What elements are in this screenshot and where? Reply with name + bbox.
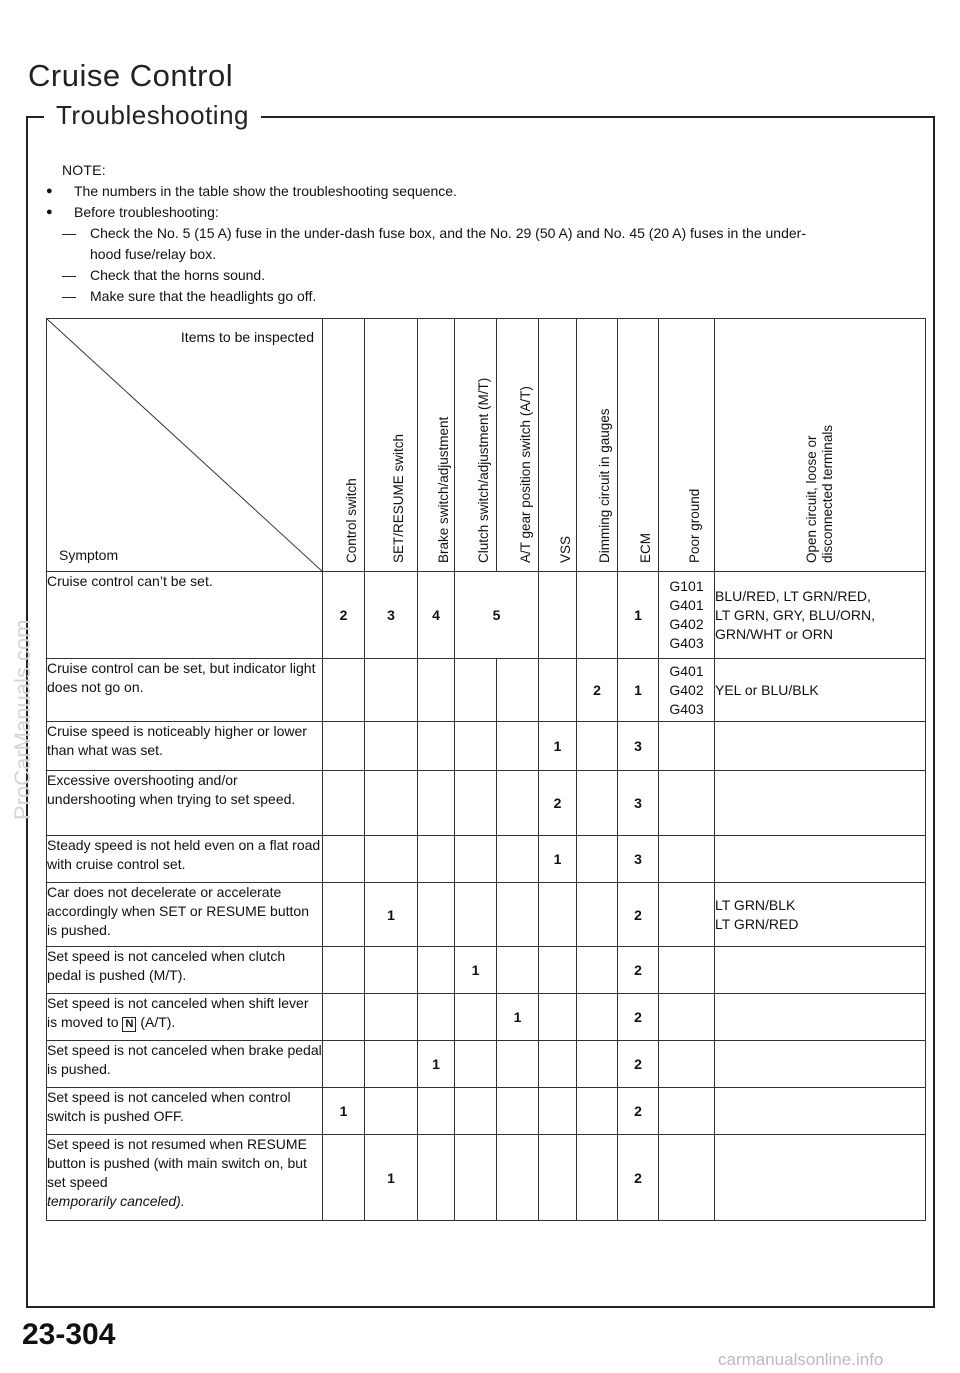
symptom-text: (A/T). [140, 1014, 176, 1030]
table-row [47, 994, 926, 1041]
cell: 4 [418, 572, 455, 659]
cell [365, 659, 418, 722]
cell [365, 1041, 418, 1088]
ground-cell [659, 1088, 715, 1135]
table-row [47, 947, 926, 994]
table-row [47, 1088, 926, 1135]
col-control-switch [323, 319, 365, 572]
cell [577, 883, 618, 947]
col-label: Control switch [343, 478, 359, 563]
watermark: ProCarManuals.com [10, 619, 35, 820]
section-title: Troubleshooting [44, 100, 261, 131]
cell: 1 [365, 883, 418, 947]
ground-item: G101 [669, 578, 704, 594]
symptom-text-italic: temporarily canceled). [47, 1193, 185, 1209]
cell: 1 [455, 947, 497, 994]
table-row [47, 722, 926, 771]
wire-item: LT GRN, GRY, BLU/ORN, [715, 606, 876, 623]
open-circuit-cell [715, 947, 926, 994]
note-dash-horns-text: Check that the horns sound. [90, 267, 266, 283]
cell [418, 883, 455, 947]
cell [323, 947, 365, 994]
cell [497, 1041, 539, 1088]
cell: 1 [618, 572, 659, 659]
cell: 2 [577, 659, 618, 722]
symptom-cell [47, 1135, 323, 1221]
items-label: Items to be inspected [180, 329, 314, 345]
open-circuit-cell [715, 1041, 926, 1088]
cell [577, 572, 618, 659]
col-dimming-circuit [577, 319, 618, 572]
cell [497, 1135, 539, 1221]
cell [577, 836, 618, 883]
cell [539, 994, 577, 1041]
open-circuit-cell: YEL or BLU/BLK [715, 659, 926, 722]
cell [497, 836, 539, 883]
col-label: Dimming circuit in gauges [597, 408, 612, 563]
col-label: Clutch switch/adjustment (M/T) [475, 377, 491, 563]
troubleshooting-table [46, 318, 926, 1221]
ground-item: G403 [669, 635, 704, 651]
cell: 1 [418, 1041, 455, 1088]
table-row [47, 1041, 926, 1088]
cell [497, 659, 539, 722]
cell [365, 1088, 418, 1135]
symptom-cell: Set speed is not canceled when control switch is pushed OFF. [47, 1088, 323, 1135]
open-circuit-cell [715, 572, 926, 659]
wire-item: LT GRN/RED [715, 915, 799, 932]
ground-cell [659, 1135, 715, 1221]
symptom-cell: Cruise speed is noticeably higher or lower than what was set. [47, 722, 323, 771]
col-ecm [618, 319, 659, 572]
ground-cell [659, 947, 715, 994]
cell [455, 883, 497, 947]
cell: 2 [618, 1135, 659, 1221]
note-bullet-before: ● Before troubleshooting: [62, 202, 922, 223]
symptom-cell: Set speed is not canceled when brake pedal is pushed. [47, 1041, 323, 1088]
symptom-cell [47, 994, 323, 1041]
symptom-cell: Excessive overshooting and/or undershooting when trying to set speed. [47, 771, 323, 836]
col-label: ECM [638, 533, 653, 563]
open-circuit-cell [715, 1135, 926, 1221]
cell [539, 947, 577, 994]
cell [497, 771, 539, 836]
neutral-position-badge: N [122, 1017, 136, 1032]
cell [418, 771, 455, 836]
note-dash-fuses: — Check the No. 5 (15 A) fuse in the under-dash fuse box, and the No. 29 (50 A) and No. 45 (20 A) fuses in the under- hood fuse/relay box. [62, 225, 806, 262]
col-brake-switch [418, 319, 455, 572]
cell [418, 994, 455, 1041]
note-dash-headlights: — Make sure that the headlights go off. [62, 288, 317, 304]
table-row [47, 836, 926, 883]
cell [577, 1088, 618, 1135]
cell: 1 [539, 722, 577, 771]
cell: 3 [365, 572, 418, 659]
symptom-cell: Set speed is not canceled when clutch pedal is pushed (M/T). [47, 947, 323, 994]
cell [418, 947, 455, 994]
col-label: VSS [557, 535, 573, 563]
table-row [47, 659, 926, 722]
page-title: Cruise Control [28, 58, 234, 93]
cell [577, 771, 618, 836]
cell [418, 1135, 455, 1221]
cell [323, 722, 365, 771]
cell [323, 883, 365, 947]
cell [455, 659, 497, 722]
wire-item: LT GRN/BLK [715, 896, 796, 913]
wire-item: GRN/WHT or ORN [715, 625, 833, 642]
note-bullet-sequence: ● The numbers in the table show the troubleshooting sequence. [62, 181, 922, 202]
col-clutch-switch [455, 319, 497, 572]
cell [497, 1088, 539, 1135]
open-circuit-cell [715, 836, 926, 883]
ground-cell [659, 883, 715, 947]
ground-cell [659, 1041, 715, 1088]
cell [539, 1135, 577, 1221]
ground-item: G401 [669, 597, 704, 613]
cell [418, 722, 455, 771]
cell [455, 1041, 497, 1088]
footer-source: carmanualsonline.info [718, 1350, 884, 1369]
col-label: Poor ground [686, 488, 702, 563]
cell [455, 994, 497, 1041]
col-set-resume-switch [365, 319, 418, 572]
ground-item: G403 [669, 700, 704, 717]
cell [577, 994, 618, 1041]
cell: 1 [618, 659, 659, 722]
table-row [47, 883, 926, 947]
cell [365, 947, 418, 994]
cell [497, 722, 539, 771]
cell [365, 722, 418, 771]
cell [497, 883, 539, 947]
cell [323, 771, 365, 836]
cell [455, 722, 497, 771]
note-block [62, 160, 922, 307]
cell: 2 [618, 994, 659, 1041]
cell: 3 [618, 722, 659, 771]
cell [539, 1088, 577, 1135]
cell [577, 947, 618, 994]
col-open-circuit [715, 319, 926, 572]
cell [365, 994, 418, 1041]
cell: 1 [497, 994, 539, 1041]
open-circuit-cell [715, 771, 926, 836]
ground-item: G402 [669, 616, 704, 632]
cell [455, 1135, 497, 1221]
cell: 2 [618, 883, 659, 947]
cell [323, 1041, 365, 1088]
wire-item: BLU/RED, LT GRN/RED, [715, 587, 871, 604]
symptom-cell: Steady speed is not held even on a flat road with cruise control set. [47, 836, 323, 883]
open-circuit-cell [715, 1088, 926, 1135]
symptom-cell: Car does not decelerate or accelerate accordingly when SET or RESUME button is pushed. [47, 883, 323, 947]
ground-cell [659, 572, 715, 659]
open-circuit-cell [715, 883, 926, 947]
cell: 2 [323, 572, 365, 659]
cell: 2 [618, 1088, 659, 1135]
col-at-gear-switch [497, 319, 539, 572]
cell: 3 [618, 836, 659, 883]
cell [365, 771, 418, 836]
symptom-cell: Cruise control can be set, but indicator light does not go on. [47, 659, 323, 722]
cell [539, 883, 577, 947]
cell [365, 836, 418, 883]
col-poor-ground [659, 319, 715, 572]
cell [577, 1041, 618, 1088]
open-circuit-cell [715, 994, 926, 1041]
note-dash-headlights-text: Make sure that the headlights go off. [90, 288, 317, 304]
header-diagonal-line [47, 319, 323, 572]
cell [418, 1088, 455, 1135]
cell: 3 [618, 771, 659, 836]
cell [577, 1135, 618, 1221]
col-label: SET/RESUME switch [391, 433, 406, 563]
table-row [47, 572, 926, 659]
cell: 5 [455, 572, 539, 659]
cell [455, 1088, 497, 1135]
ground-item: G402 [669, 681, 704, 698]
col-label: Brake switch/adjustment [436, 416, 451, 563]
cell [323, 659, 365, 722]
cell [539, 572, 577, 659]
table-header-row [47, 319, 926, 572]
note-dash-fuses-text-cont: hood fuse/relay box. [90, 246, 217, 262]
ground-cell [659, 659, 715, 722]
symptom-text: Set speed is not resumed when RESUME button is pushed (with main switch on, but set speed [47, 1136, 307, 1190]
cell [455, 836, 497, 883]
note-dash-horns: — Check that the horns sound. [62, 267, 266, 283]
cell: 1 [365, 1135, 418, 1221]
ground-cell [659, 722, 715, 771]
cell: 2 [539, 771, 577, 836]
cell [539, 659, 577, 722]
cell: 2 [618, 1041, 659, 1088]
note-dash-fuses-text: Check the No. 5 (15 A) fuse in the under-dash fuse box, and the No. 29 (50 A) and No. 45 (20 A) fuses in the under- [90, 225, 806, 241]
note-heading: NOTE: [62, 162, 106, 178]
col-label: A/T gear position switch (A/T) [517, 386, 533, 563]
col-label-line2: disconnected terminals [820, 424, 835, 563]
open-circuit-cell [715, 722, 926, 771]
ground-cell [659, 836, 715, 883]
symptom-label: Symptom [59, 547, 119, 563]
ground-cell [659, 771, 715, 836]
col-label-line1: Open circuit, loose or [804, 435, 819, 563]
cell: 2 [618, 947, 659, 994]
cell [497, 947, 539, 994]
header-corner [47, 319, 323, 572]
cell [455, 771, 497, 836]
cell [539, 1041, 577, 1088]
cell [323, 994, 365, 1041]
cell [418, 836, 455, 883]
cell: 1 [539, 836, 577, 883]
symptom-cell: Cruise control can’t be set. [47, 572, 323, 659]
cell [577, 722, 618, 771]
table-row [47, 771, 926, 836]
ground-cell [659, 994, 715, 1041]
ground-item: G401 [669, 662, 704, 679]
cell: 1 [323, 1088, 365, 1135]
cell [323, 836, 365, 883]
table-row [47, 1135, 926, 1221]
symptom-text: Set speed is not canceled when shift lever is moved to [47, 995, 309, 1030]
col-label [804, 425, 836, 563]
col-vss [539, 319, 577, 572]
cell [323, 1135, 365, 1221]
cell [418, 659, 455, 722]
page-number: 23-304 [22, 1318, 116, 1351]
